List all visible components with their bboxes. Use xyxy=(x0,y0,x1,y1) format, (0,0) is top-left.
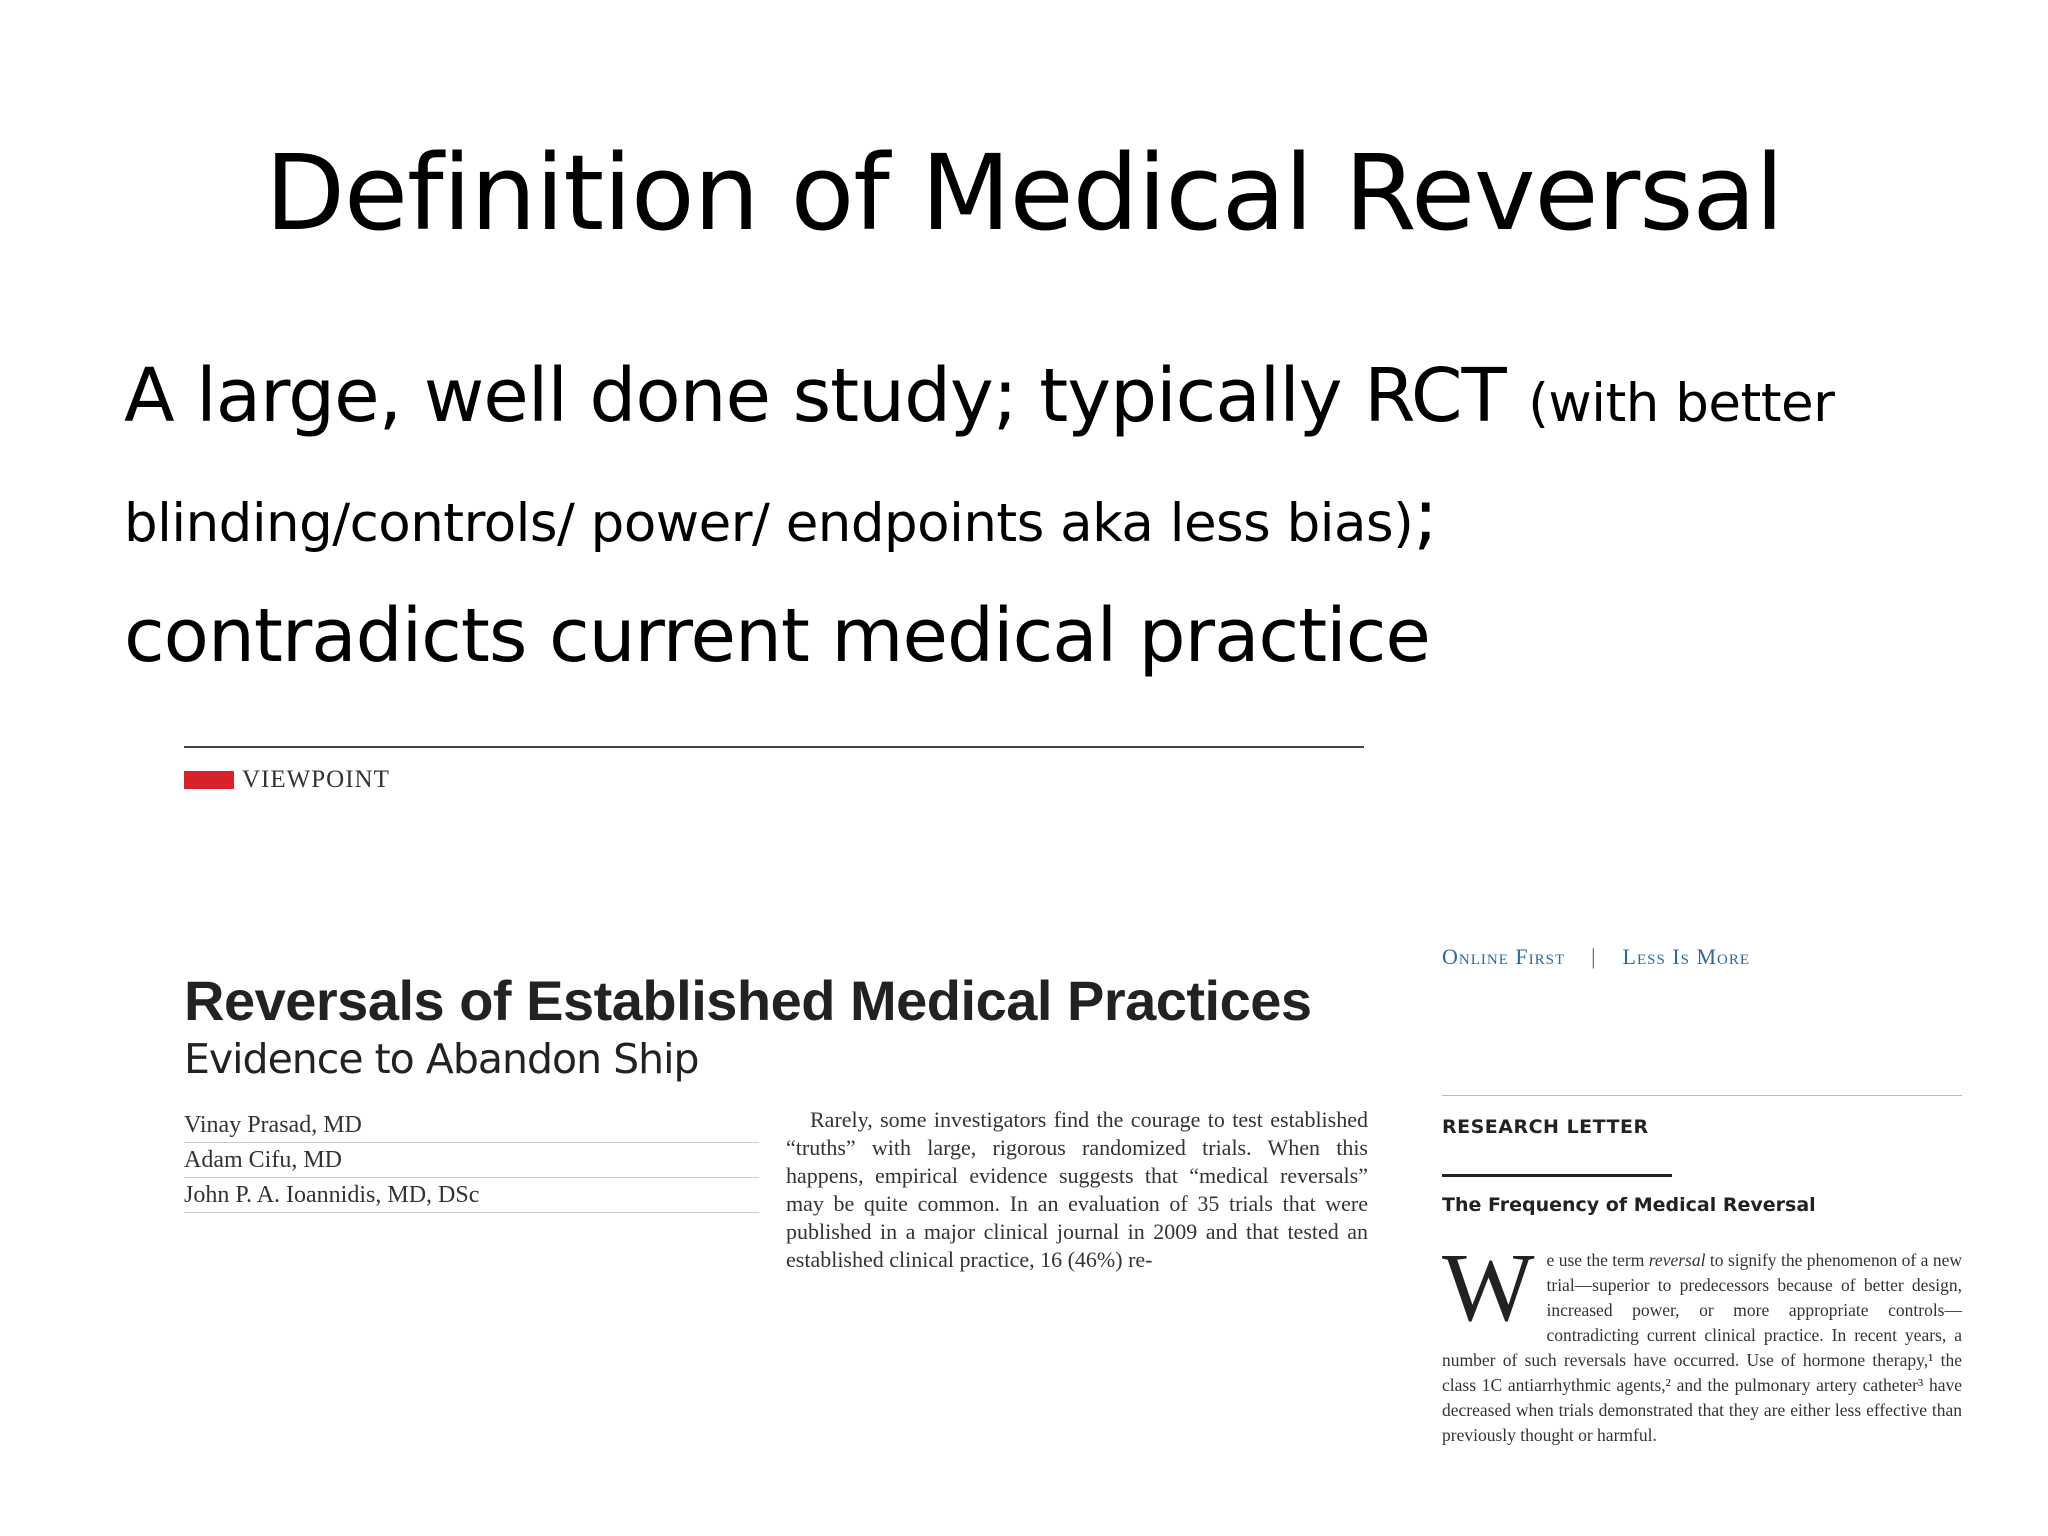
body-intro: e use the term xyxy=(1546,1250,1649,1270)
definition-qualifier: (with better blinding/controls/ power/ endpoints aka less bias) xyxy=(124,373,1835,554)
less-is-more-label: Less Is More xyxy=(1622,944,1751,969)
article-abstract: Rarely, some investigators find the courage to test established “truths” with large, rigorous randomized trials. When this happens, empirical evidence suggests that “medical reversals” may be quite common. In an evaluation of 35 trials that were published in a major clinical journal in 2009 and that tested an established clinical practice, 16 (46%) re- xyxy=(786,1107,1368,1272)
slide-title: Definition of Medical Reversal xyxy=(264,132,1784,254)
research-letter-clipping xyxy=(1428,930,1968,1510)
section-color-bar xyxy=(184,771,234,789)
divider xyxy=(1442,1174,1672,1177)
body-term: reversal xyxy=(1648,1250,1706,1270)
online-first-label: Online First xyxy=(1442,944,1566,969)
definition-semicolon: ; xyxy=(1413,473,1438,559)
header-separator: | xyxy=(1591,944,1597,969)
letter-title: The Frequency of Medical Reversal xyxy=(1442,1194,1816,1216)
definition-conclusion: contradicts current medical practice xyxy=(124,593,1430,679)
author: Vinay Prasad, MD xyxy=(184,1108,759,1143)
author: Adam Cifu, MD xyxy=(184,1143,759,1178)
drop-cap: W xyxy=(1442,1234,1535,1342)
article-title: Reversals of Established Medical Practices xyxy=(184,969,1312,1032)
section-label: VIEWPOINT xyxy=(242,766,390,793)
journal-header xyxy=(1442,944,1750,970)
author-list xyxy=(184,1108,759,1213)
viewpoint-article-clipping xyxy=(170,730,1380,1290)
author: John P. A. Ioannidis, MD, DSc xyxy=(184,1178,759,1213)
top-rule xyxy=(184,746,1364,748)
viewpoint-header xyxy=(184,766,390,794)
divider xyxy=(1442,1095,1962,1096)
article-subtitle: Evidence to Abandon Ship xyxy=(184,1035,699,1083)
letter-body xyxy=(1442,1234,1962,1448)
definition-text xyxy=(124,340,1984,692)
body-rest: to signify the phenomenon of a new trial—superior to predecessors because of better design, increased power, or more appropriate controls—contradicting current clinical practice. In recent years, a number of such reversals have occurred. Use of hormone therapy,¹ the class 1C antiarrhythmic agents,² and the pulmonary artery catheter³ have decreased when trials demonstrated that they are either less effective than previously thought or harmful. xyxy=(1442,1250,1962,1445)
section-label: RESEARCH LETTER xyxy=(1442,1116,1649,1138)
definition-main: A large, well done study; typically RCT xyxy=(124,353,1529,439)
